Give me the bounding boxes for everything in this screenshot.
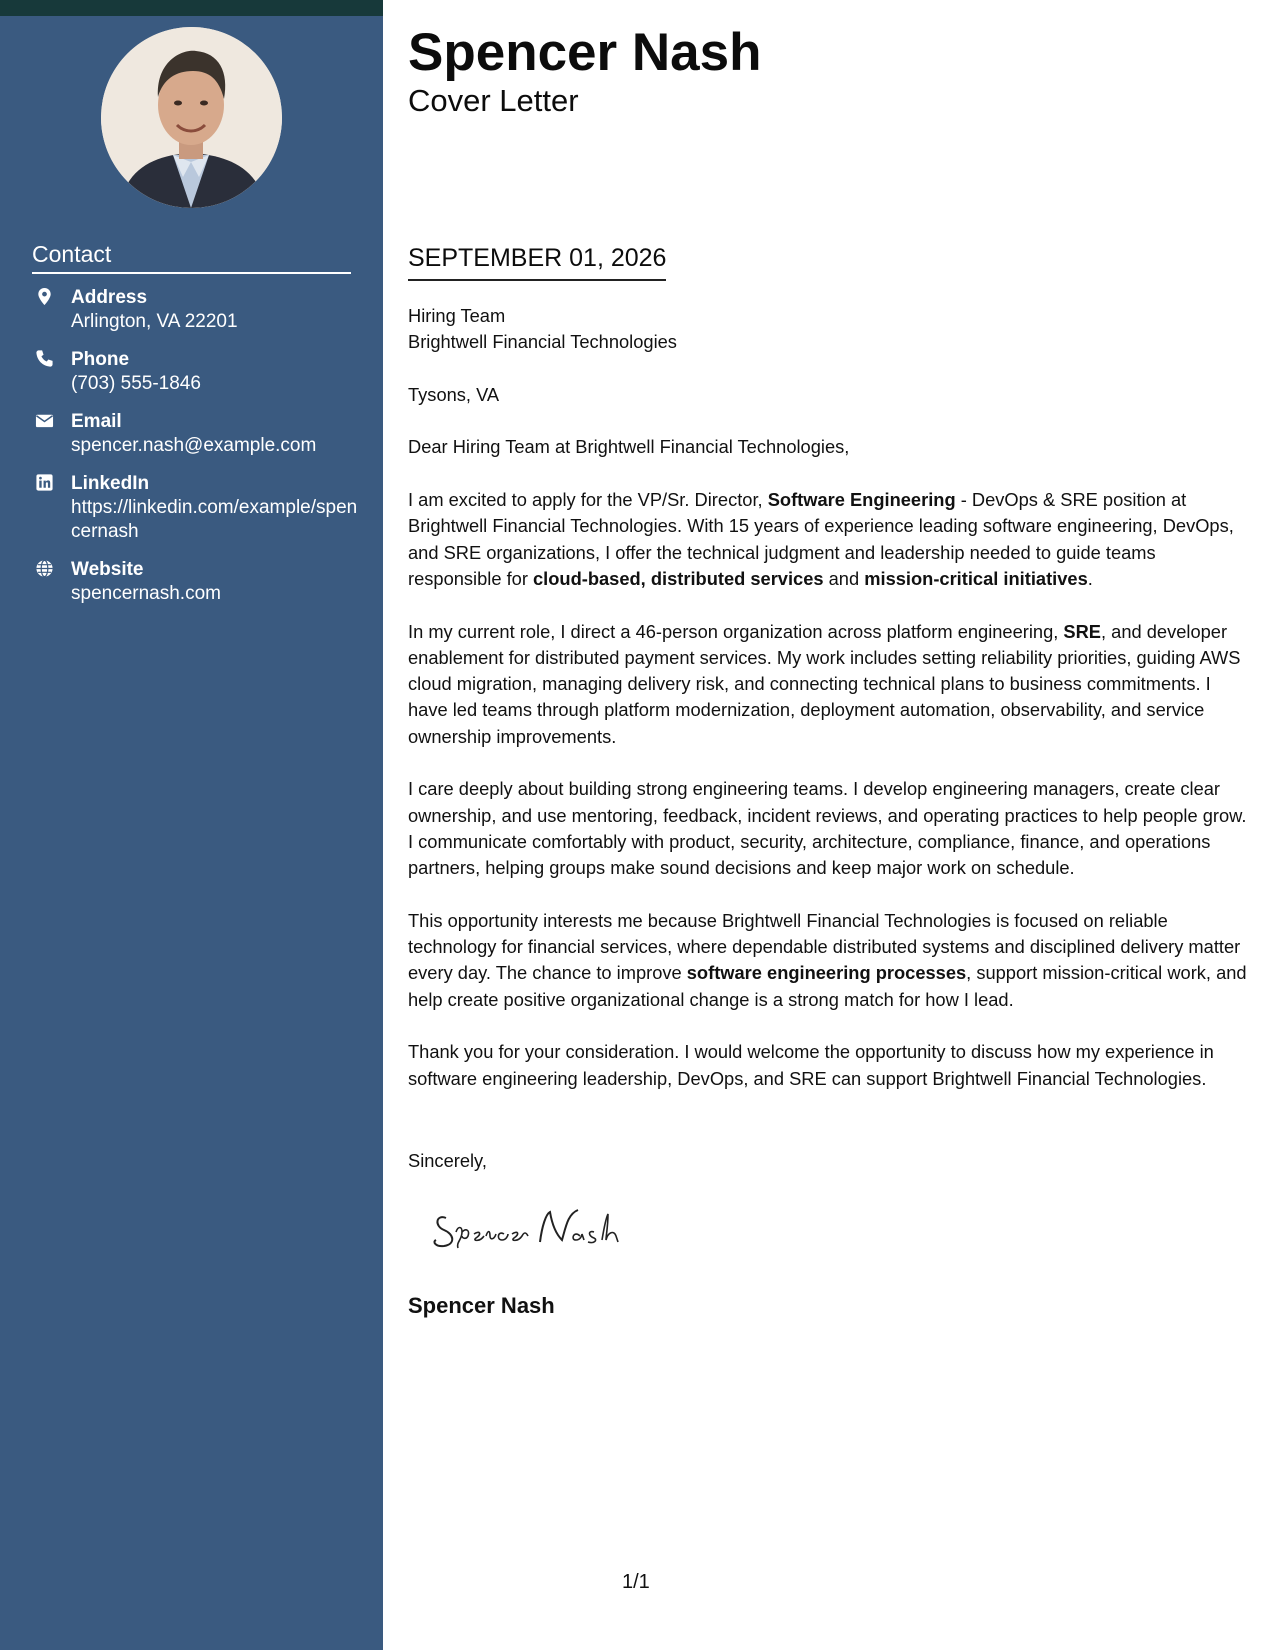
phone-icon — [35, 349, 54, 368]
contact-list — [32, 285, 362, 619]
sidebar — [0, 0, 383, 1650]
contact-value: spencer.nash@example.com — [71, 435, 317, 456]
envelope-icon — [35, 411, 54, 430]
paragraph-2 — [408, 619, 1253, 750]
bold-run: cloud-based, distributed services — [533, 567, 824, 589]
contact-value[interactable]: https://linkedin.com/example/spencernash — [71, 497, 358, 542]
contact-label: Email — [71, 411, 122, 432]
sidebar-top-bar — [0, 0, 383, 16]
profile-photo — [101, 27, 282, 208]
contact-heading: Contact — [32, 241, 351, 274]
text-run: This opportunity interests me because Brightwell Financial Technologies is focused on reliable technology for financial services, where dependable distributed systems and disciplined delivery matter every day. The chance to improve — [408, 909, 1241, 984]
paragraph-1 — [408, 487, 1253, 592]
linkedin-icon — [35, 473, 54, 492]
bold-run: software engineering processes — [686, 962, 967, 984]
contact-value: (703) 555-1846 — [71, 373, 201, 394]
recipient-line: Hiring Team — [408, 305, 506, 326]
globe-icon — [35, 559, 54, 578]
page-number: 1/1 — [622, 1571, 650, 1593]
bold-run: Software Engineering — [767, 489, 956, 511]
contact-label: LinkedIn — [71, 473, 150, 494]
paragraph-5: Thank you for your consideration. I would welcome the opportunity to discuss how my experience in software engineering leadership, DevOps, and SRE can support Brightwell Financial Technologies. — [408, 1041, 1214, 1089]
recipient-location: Tysons, VA — [408, 383, 500, 405]
contact-label: Address — [71, 287, 148, 308]
bold-run: SRE — [1063, 620, 1101, 642]
bold-run: mission-critical initiatives — [864, 567, 1088, 589]
document-title: Cover Letter — [408, 83, 579, 118]
letter-body — [408, 303, 1253, 1118]
contact-value: Arlington, VA 22201 — [71, 311, 238, 332]
handwritten-signature — [428, 1196, 648, 1256]
contact-phone — [32, 347, 362, 396]
contact-value[interactable]: spencernash.com — [71, 583, 221, 604]
avatar — [101, 27, 282, 208]
signer-name: Spencer Nash — [408, 1293, 555, 1318]
contact-email — [32, 409, 362, 458]
paragraph-3: I care deeply about building strong engineering teams. I develop engineering managers, create clear ownership, and use mentoring, feedback, incident reviews, and operating practices to help people grow. I communicate comfortably with product, security, architecture, compliance, finance, and operations partners, helping groups make sound decisions and keep major work on schedule. — [408, 778, 1247, 879]
contact-label: Website — [71, 559, 144, 580]
contact-website — [32, 557, 362, 606]
text-run: - DevOps & SRE position at Brightwell Financial Technologies. With 15 years of experience leading software engineering, DevOps, and SRE organizations, I offer the technical judgment and leadership needed to guide teams responsible for — [408, 489, 1234, 589]
letter-date: SEPTEMBER 01, 2026 — [408, 243, 666, 281]
text-run: , and developer enablement for distributed payment services. My work includes setting reliability priorities, guiding AWS cloud migration, managing delivery risk, and connecting technical plans to business commitments. I have led teams through platform modernization, deployment automation, observability, and service ownership improvements. — [408, 620, 1241, 747]
text-run: I am excited to apply for the VP/Sr. Director, — [408, 489, 768, 511]
text-run: and — [823, 567, 865, 589]
contact-label: Phone — [71, 349, 130, 370]
paragraph-4 — [408, 908, 1253, 1013]
text-run: . — [1087, 567, 1093, 589]
salutation: Dear Hiring Team at Brightwell Financial Technologies, — [408, 436, 850, 458]
closing: Sincerely, — [408, 1150, 487, 1171]
applicant-name: Spencer Nash — [408, 23, 762, 82]
contact-address — [32, 285, 362, 334]
text-run: In my current role, I direct a 46-person organization across platform engineering, — [408, 620, 1064, 642]
map-pin-icon — [35, 287, 54, 306]
contact-linkedin — [32, 471, 362, 544]
text-run: , support mission-critical work, and help create positive organizational change is a strong match for how I lead. — [408, 962, 1247, 1010]
recipient-company: Brightwell Financial Technologies — [408, 331, 677, 353]
